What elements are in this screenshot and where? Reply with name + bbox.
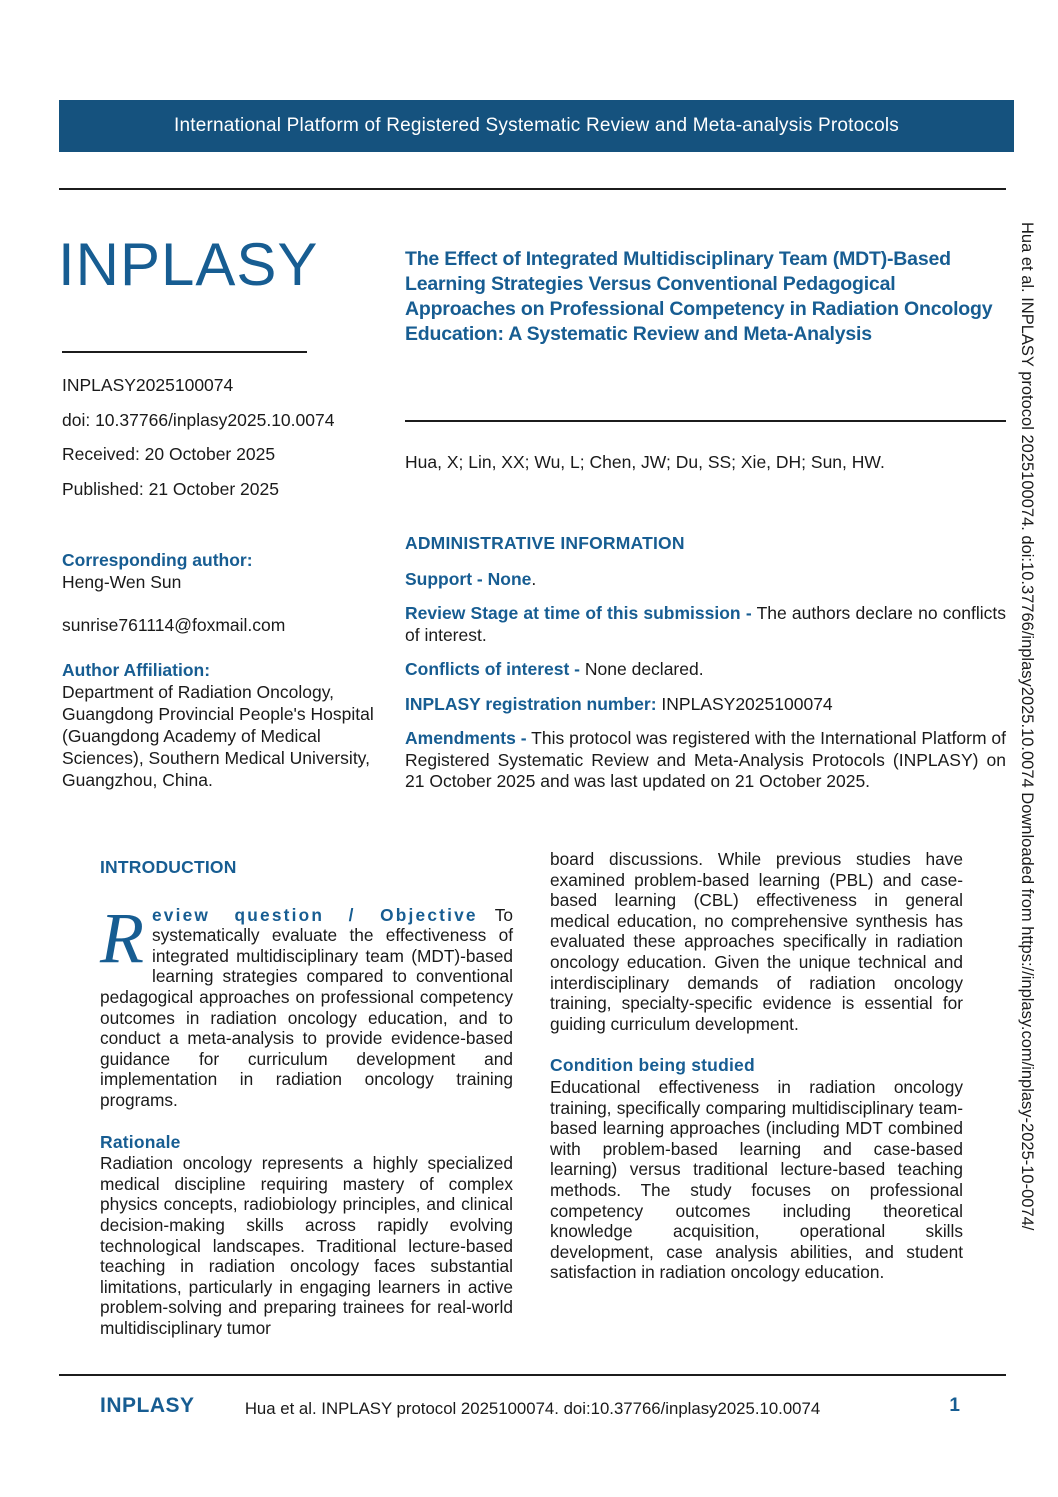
footer-divider — [59, 1374, 1006, 1376]
admin-conflicts — [405, 659, 1006, 681]
admin-review-stage-label: Review Stage at time of this submission - — [405, 603, 752, 623]
admin-conflicts-label: Conflicts of interest - — [405, 659, 581, 679]
admin-amendments-text: This protocol was registered with the International Platform of Registered Systematic Review and Meta-Analysis Protocols (INPLASY) on 21 October 2025 and was last updated on 21 October 2025. — [405, 728, 1007, 791]
rationale-continuation-paragraph: board discussions. While previous studies have examined problem-based learning (PBL) and case-based learning (CBL) effectiveness in general medical education, no comprehensive synthesis has evaluated these approaches specifically in radiation oncology education. Given the unique technical and interdisciplinary demands of radiation oncology training, specialty-specific evidence is essential for guiding curriculum development. — [550, 849, 963, 1034]
admin-support — [405, 569, 1006, 591]
published-date: Published: 21 October 2025 — [62, 478, 279, 499]
introduction-heading: INTRODUCTION — [100, 857, 237, 877]
corresponding-author-label: Corresponding author: — [62, 550, 253, 570]
admin-review-stage — [405, 603, 1006, 646]
condition-heading: Condition being studied — [550, 1055, 755, 1076]
registration-block — [62, 375, 392, 513]
affiliation-label: Author Affiliation: — [62, 660, 211, 680]
review-question-text: To systematically evaluate the effectiveness of integrated multidisciplinary team (MDT)-based learning strategies compared to conventional pedagogical approaches on professional competency outcomes in radiation oncology education, and to conduct a meta-analysis to provide evidence-based guidance for curriculum development and implementation in radiation oncology training programs. — [100, 904, 513, 1110]
condition-paragraph: Educational effectiveness in radiation oncology training, specifically comparing multidisciplinary team-based learning approaches (including MDT combined with problem-based learning and case-based learning) versus traditional lecture-based teaching methods. The study focuses on professional competency outcomes including theoretical knowledge acquisition, operational skills development, case analysis abilities, and student satisfaction in radiation oncology education. — [550, 1076, 963, 1283]
registration-doi: doi: 10.37766/inplasy2025.10.0074 — [62, 409, 335, 430]
vertical-citation: Hua et al. INPLASY protocol 2025100074. doi:10.37766/inplasy2025.10.0074 Downloaded from https://inplasy.com/inplasy-2025-10-0074/ — [1018, 222, 1036, 1231]
admin-registration-number-label: INPLASY registration number: — [405, 693, 657, 714]
admin-heading: ADMINISTRATIVE INFORMATION — [405, 533, 685, 553]
logo-divider — [62, 351, 307, 353]
body-right-column — [550, 849, 963, 1283]
footer-inplasy-logo: INPLASY — [100, 1394, 195, 1417]
review-question-label: eview question / Objective — [151, 904, 478, 925]
authors-line: Hua, X; Lin, XX; Wu, L; Chen, JW; Du, SS; Xie, DH; Sun, HW. — [405, 452, 885, 472]
corresponding-author-name: Heng-Wen Sun — [62, 572, 182, 592]
admin-conflicts-text: None declared. — [584, 659, 704, 679]
admin-amendments-label: Amendments - — [405, 728, 527, 748]
administrative-information — [405, 533, 1006, 806]
protocol-title: The Effect of Integrated Multidisciplinary Team (MDT)-Based Learning Strategies Versus Conventional Pedagogical Approaches on Professional Competency in Radiation Oncology Education: A Systematic Review and Meta-Analysis — [405, 248, 993, 345]
body-left-column — [100, 857, 513, 1338]
footer-citation: Hua et al. INPLASY protocol 2025100074. doi:10.37766/inplasy2025.10.0074 — [244, 1399, 821, 1418]
rationale-heading: Rationale — [100, 1131, 181, 1152]
admin-support-text: . — [531, 568, 537, 589]
registration-id: INPLASY2025100074 — [62, 375, 234, 395]
affiliation-text: Department of Radiation Oncology, Guangdong Provincial People's Hospital (Guangdong Academy of Medical Sciences), Southern Medical University, Guangzhou, China. — [62, 682, 374, 790]
title-divider — [405, 420, 1006, 422]
admin-review-stage-text: The authors declare no conflicts of interest. — [405, 603, 1006, 645]
platform-banner — [59, 100, 1014, 152]
contact-block — [62, 549, 374, 791]
review-question-paragraph — [100, 897, 513, 1111]
inplasy-logo: INPLASY — [58, 231, 319, 298]
admin-registration-number-text: INPLASY2025100074 — [661, 693, 833, 714]
platform-banner-text: International Platform of Registered Systematic Review and Meta-analysis Protocols — [174, 115, 899, 136]
header-divider — [59, 188, 1006, 190]
corresponding-author-email[interactable]: sunrise761114@foxmail.com — [62, 615, 286, 635]
dropcap-letter: R — [100, 897, 144, 978]
admin-registration-number — [405, 694, 1006, 716]
admin-support-label: Support - None — [405, 568, 532, 589]
rationale-paragraph: Radiation oncology represents a highly specialized medical discipline requiring mastery of complex physics concepts, radiobiology principles, and clinical decision-making skills across rapidly evolving technological landscapes. Traditional lecture-based teaching in radiation oncology faces substantial limitations, particularly in engaging learners in active problem-solving and preparing trainees for real-world multidisciplinary tumor — [100, 1153, 513, 1338]
received-date: Received: 20 October 2025 — [62, 444, 276, 464]
footer-page-number: 1 — [949, 1395, 960, 1416]
admin-amendments — [405, 728, 1006, 793]
